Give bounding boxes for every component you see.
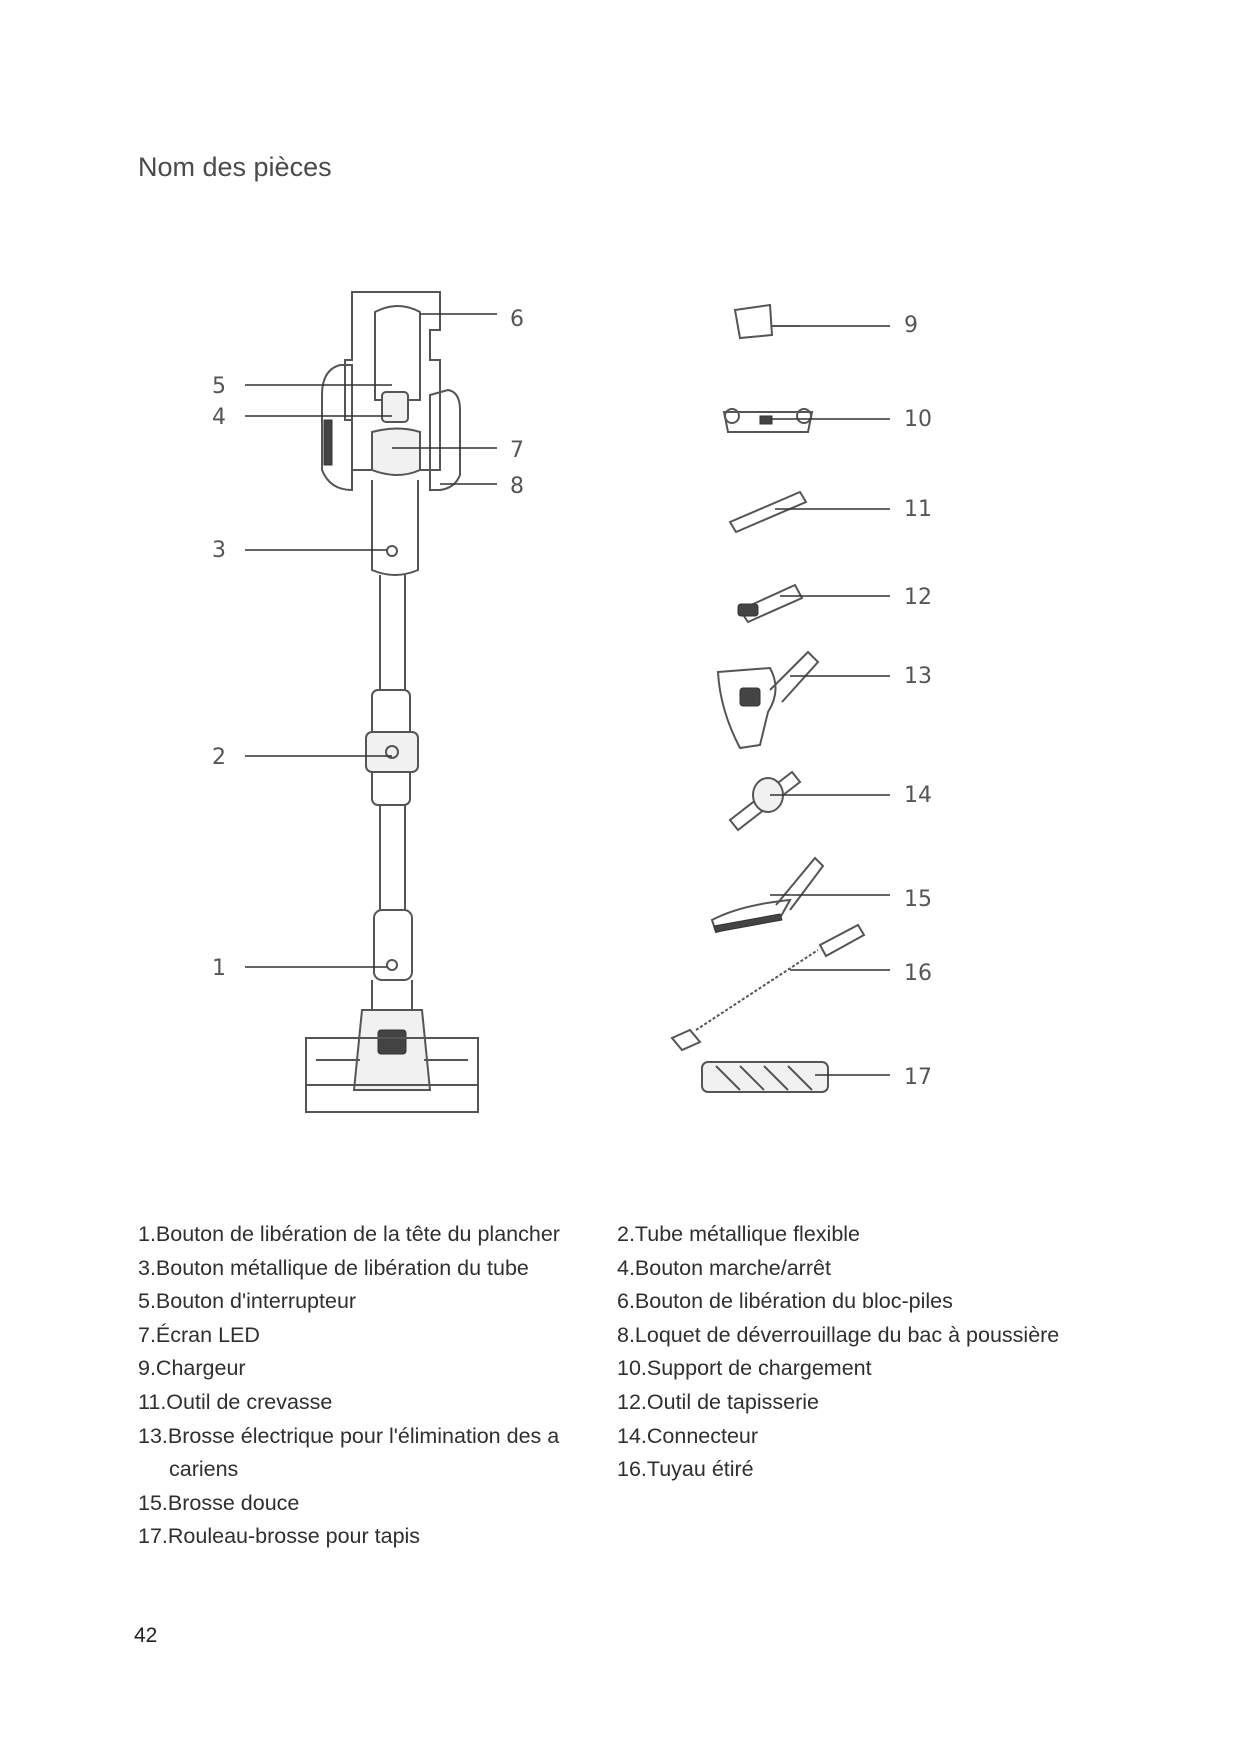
- legend-item: 3.Bouton métallique de libération du tube: [138, 1255, 529, 1280]
- legend-item: 15.Brosse douce: [138, 1490, 300, 1515]
- legend-right-column: [617, 1218, 1117, 1487]
- callout-13: 13: [904, 664, 932, 689]
- callouts-main: [212, 307, 524, 981]
- accessory-soft-brush: [712, 858, 932, 932]
- callout-12: 12: [904, 585, 932, 610]
- legend-left-column: [138, 1218, 598, 1554]
- page-title: Nom des pièces: [138, 152, 332, 182]
- legend-item: 2.Tube métallique flexible: [617, 1222, 861, 1246]
- accessory-charger: [735, 305, 918, 338]
- legend-item: 10.Support de chargement: [617, 1356, 872, 1381]
- legend-item: 13.Brosse électrique pour l'élimination des a cariens: [138, 1423, 560, 1482]
- callout-4: 4: [212, 405, 226, 430]
- legend-item: 8.Loquet de déverrouillage du bac à poussière: [617, 1322, 1060, 1347]
- legend-item: 14.Connecteur: [617, 1423, 759, 1448]
- callout-2: 2: [212, 745, 226, 770]
- legend-item: 16.Tuyau étiré: [617, 1457, 754, 1482]
- legend-item: 4.Bouton marche/arrêt: [617, 1255, 831, 1280]
- callout-10: 10: [904, 407, 932, 432]
- legend-item: 1.Bouton de libération de la tête du plancher: [138, 1222, 560, 1246]
- callout-17: 17: [904, 1065, 932, 1090]
- accessory-connector: [730, 772, 932, 830]
- callout-7: 7: [510, 438, 524, 463]
- callout-14: 14: [904, 783, 932, 808]
- callout-5: 5: [212, 374, 226, 399]
- legend-item: 5.Bouton d'interrupteur: [138, 1289, 357, 1314]
- accessory-crevice-tool: [730, 492, 932, 532]
- callout-15: 15: [904, 887, 932, 912]
- legend-item: 12.Outil de tapisserie: [617, 1389, 819, 1414]
- legend-item: 9.Chargeur: [138, 1356, 246, 1381]
- accessory-extension-hose: [672, 925, 932, 1050]
- accessory-upholstery-tool: [738, 585, 932, 622]
- legend-item: 11.Outil de crevasse: [138, 1389, 333, 1414]
- page-number: 42: [134, 1624, 158, 1647]
- accessory-electric-brush: [718, 652, 932, 748]
- legend-item: 6.Bouton de libération du bloc-piles: [617, 1289, 953, 1314]
- accessory-carpet-roller-brush: [702, 1062, 932, 1092]
- callout-6: 6: [510, 307, 524, 332]
- callout-16: 16: [904, 961, 932, 986]
- callout-9: 9: [904, 313, 918, 338]
- accessory-charging-stand: [724, 407, 932, 432]
- legend-item: 17.Rouleau-brosse pour tapis: [138, 1524, 421, 1549]
- vacuum-illustration: [306, 292, 478, 1112]
- callout-3: 3: [212, 538, 226, 563]
- legend-item: 7.Écran LED: [138, 1322, 260, 1347]
- callout-11: 11: [904, 497, 932, 522]
- callout-1: 1: [212, 956, 226, 981]
- callout-8: 8: [510, 474, 524, 499]
